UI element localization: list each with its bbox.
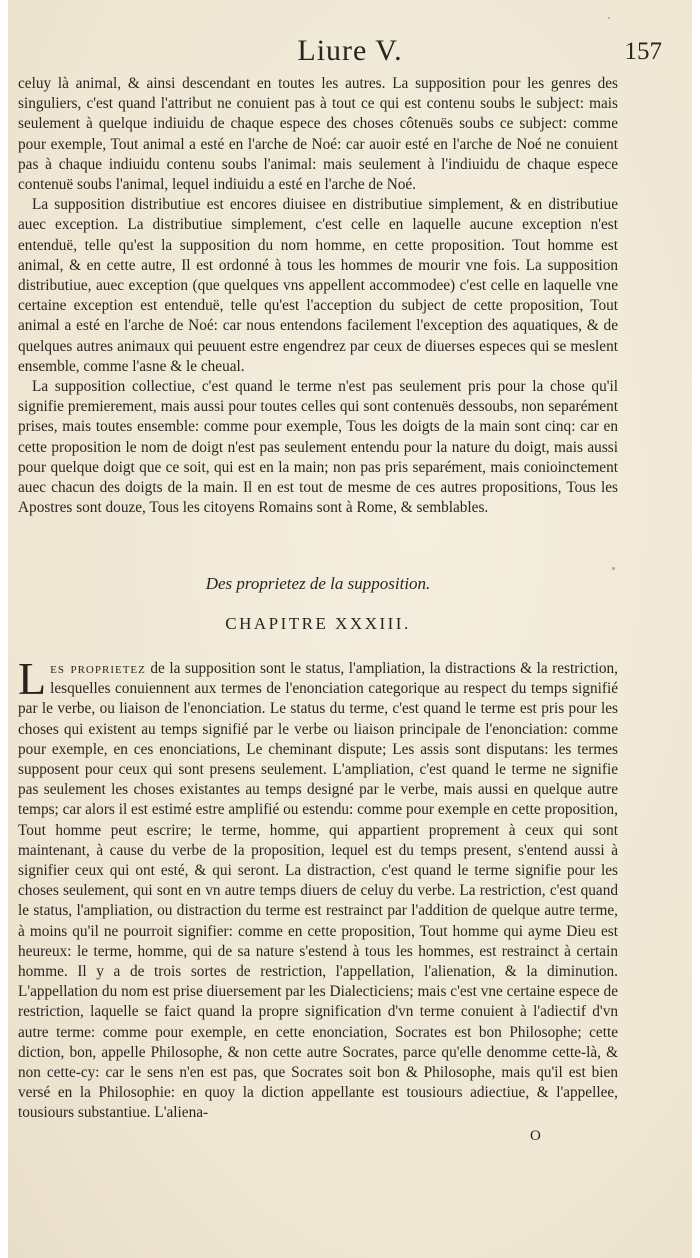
book-page <box>8 0 692 1258</box>
text-block-chapter <box>18 653 619 1124</box>
ink-speck <box>612 567 615 570</box>
page-number: 157 <box>624 38 662 65</box>
paragraph: La supposition distributiue est encores diuisee en distributiue simplement, & en distributiue auec exception. La distributiue simplement, c'est celle en laquelle aucune exception n'est entenduë, telle qu'est la supposition du nom homme, en cette proposition. Tout homme est animal, & en cette autre, Il est ordonné à tous les hommes de mourir vne fois. La supposition distributiue, auec exception (que quelques vns appellent accommodee) c'est celle en laquelle vne certaine exception est entenduë, telle qu'est l'acception du subject de cette proposition, Tout animal a esté en l'arche de Noé: car nous entendons facilement l'exception des aquatiques, & de quelques autres animaux qui peuuent estre engendrez par ceux de diuerses especes qui se meslent ensemble, comme l'asne & le cheual. <box>18 196 618 375</box>
drop-cap: L <box>18 653 47 704</box>
running-title: Liure V. <box>297 34 403 67</box>
catchword: O <box>530 1128 541 1144</box>
running-head <box>8 34 692 70</box>
paragraph-body: de la supposition sont le status, l'ampliation, la distractions & la restriction, lesquelles conuiennent aux termes de l'enonciation categorique au respect du temps signifié par le verbe, ou liaison de l'enonciation. Le status du terme, c'est quand le terme est pris pour les choses qui existent au temps signifié par le verbe ou liaison principale de l'enonciation: comme pour exemple, en ces enonciations, Le cheminant dispute; Les assis sont disputans: les termes supposent pour ceux qui sont presens seulement. L'ampliation, c'est quand le terme ne signifie pas seulement les choses existantes au temps designé par le verbe, mais aussi en quelque autre temps; car alors il est estimé estre amplifié ou estendu: comme pour exemple en cette proposition, Tout homme peut escrire; le terme, homme, qui appartient proprement à ceux qui sont maintenant, à cause du verbe de la proposition, lequel est du temps present, s'entend aussi à signifier ceux qui ont esté, & qui seront. La distraction, c'est quand le terme signifie pour les choses seulement, qui sont en vn autre temps diuers de celuy du verbe. La restriction, c'est quand le status, l'ampliation, ou distraction du terme est restrainct par l'addition de quelque autre terme, à moins qu'il ne pourroit signifier: comme en cette proposition, Tout homme qui ayme Dieu est heureux: le terme, homme, qui de sa nature s'estend à tous les hommes, est restrainct à certain homme. Il y a de trois sortes de restriction, l'appellation, l'alienation, & la diminution. L'appellation du nom est prise diuersement par les Dialecticiens; mais c'est vne certaine espece de restriction, laquelle se faict quand la propre signification d'vn terme conuient à l'adiectif d'vn autre terme: comme pour exemple, en cette enonciation, Socrates est bon Philosophe; cette diction, bon, appelle Philosophe, & non cette autre Socrates, parce qu'elle denomme cette-là, & non cette-cy: car le sens n'en est pas, que Socrates soit bon & Philosophe, mais qu'il est bien versé en la Philosophie: en quoy la diction appellante est tousiours adiectiue, & l'appellee, tousiours substantiue. L'aliena- <box>18 660 619 1122</box>
text-block-supposition <box>18 74 618 518</box>
chapter-paragraph <box>18 653 619 1124</box>
section-title: Des proprietez de la supposition. <box>205 574 431 593</box>
ink-speck <box>608 17 610 19</box>
chapter-title: CHAPITRE XXXIII. <box>225 614 411 633</box>
paragraph: celuy là animal, & ainsi descendant en toutes les autres. La supposition pour les genres des singuliers, c'est quand l'attribut ne conuient pas à tout ce qui est contenu soubs le subject: mais seulement à quelque indiuidu de chaque espece des choses côtenuës soubs ce subject: comme pour exemple, Tout animal a esté en l'arche de Noé: car auoir esté en l'arche de Noé ne conuient pas à chaque indiuidu contenu soubs l'animal: mais seulement à l'indiuidu de chaque espece contenuë soubs l'animal, lequel indiuidu a esté en l'arche de Noé. <box>18 75 618 194</box>
opening-small-caps: es proprietez <box>50 660 146 677</box>
paragraph: La supposition collectiue, c'est quand le terme n'est pas seulement pris pour la chose qu'il signifie premierement, mais aussi pour toutes celles qui sont contenuës dessoubs, non separément prises, mais toutes ensemble: comme pour exemple, Tous les doigts de la main sont cinq: car en cette proposition le nom de doigt n'est pas seulement entendu pour la nature du doigt, mais aussi pour quelque doigt que ce soit, qui est en la main; non pas pris separément, mais conioinctement auec chacun des doigts de la main. Il en est tout de mesme de ces autres propositions, Tous les Apostres sont douze, Tous les citoyens Romains sont à Rome, & semblables. <box>18 378 618 517</box>
